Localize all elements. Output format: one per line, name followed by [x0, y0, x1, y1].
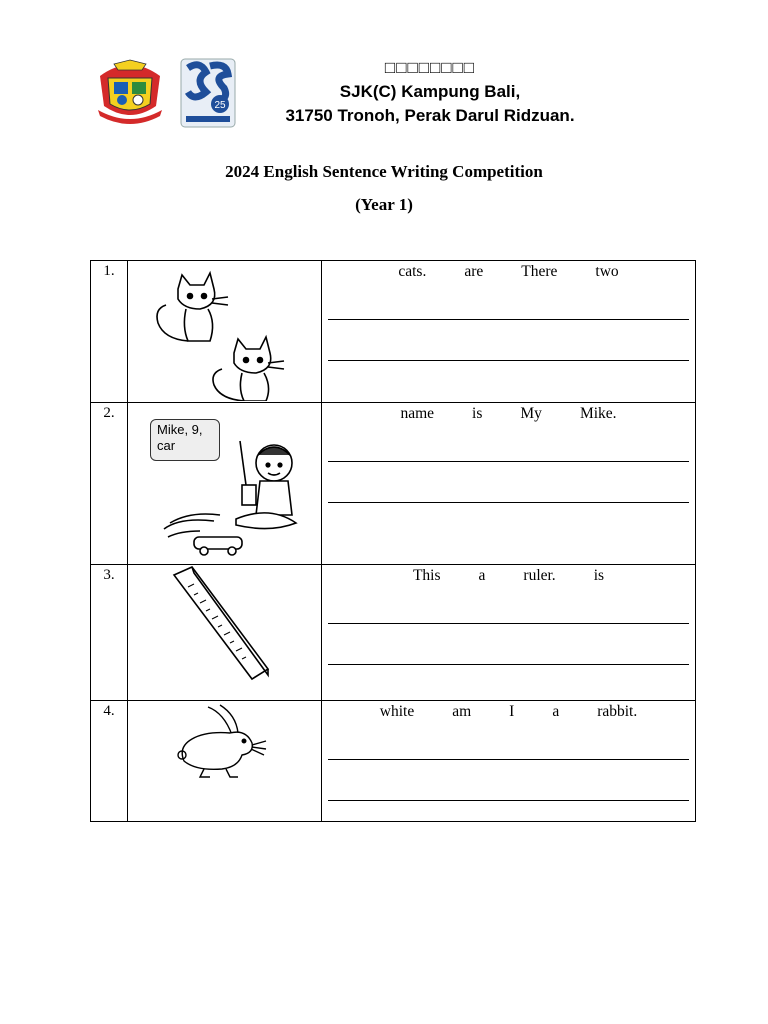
word: cats.: [398, 263, 427, 280]
page-subtitle: (Year 1): [355, 195, 413, 214]
ruler-picture: [168, 565, 321, 685]
answer-line[interactable]: [328, 319, 689, 320]
question-number: 2.: [91, 403, 128, 565]
question-picture: [128, 701, 322, 822]
answer-area: [322, 701, 696, 822]
question-number: 3.: [91, 565, 128, 701]
answer-line[interactable]: [328, 502, 689, 503]
answer-line[interactable]: [328, 800, 689, 801]
question-picture: [128, 403, 322, 565]
logo-number-text: 25: [214, 100, 226, 111]
school-address: 31750 Tronoh, Perak Darul Ridzuan.: [285, 106, 575, 125]
word: I: [509, 703, 515, 720]
word: There: [521, 263, 558, 280]
word: a: [552, 703, 560, 720]
word: two: [595, 263, 619, 280]
answer-line[interactable]: [328, 360, 689, 361]
word: is: [472, 405, 483, 422]
scrambled-words: [328, 405, 689, 423]
question-number: 4.: [91, 701, 128, 822]
page-title: 2024 English Sentence Writing Competition: [225, 162, 543, 181]
word: is: [593, 567, 605, 584]
word: name: [400, 405, 435, 422]
rabbit-picture: [174, 703, 321, 779]
word: a: [478, 567, 486, 584]
word: are: [464, 263, 484, 280]
question-number: 1.: [91, 261, 128, 403]
word: ruler.: [523, 567, 556, 584]
answer-line[interactable]: [328, 623, 689, 624]
question-picture: [128, 261, 322, 403]
answer-line[interactable]: [328, 759, 689, 760]
word: am: [452, 703, 472, 720]
question-row: [91, 261, 696, 403]
answer-area: [322, 565, 696, 701]
word: My: [520, 405, 542, 422]
question-row: [91, 403, 696, 565]
question-row: [91, 701, 696, 822]
word: white: [379, 703, 415, 720]
card-line: Mike, 9,: [157, 422, 203, 437]
scrambled-words: [328, 263, 689, 281]
anniversary-logo: [180, 58, 236, 128]
boy-with-toy-car-picture: [150, 419, 300, 559]
word: rabbit.: [597, 703, 638, 720]
question-picture: [128, 565, 322, 701]
answer-line[interactable]: [328, 664, 689, 665]
scrambled-words: [328, 567, 689, 585]
word: Mike.: [579, 405, 617, 422]
word: This: [412, 567, 441, 584]
school-chinese-name: □□□□□□□□: [384, 58, 476, 77]
answer-line[interactable]: [328, 461, 689, 462]
school-name: SJK(C) Kampung Bali,: [339, 82, 521, 101]
answer-area: [322, 403, 696, 565]
question-row: [91, 565, 696, 701]
two-cats-picture: [148, 261, 321, 401]
school-crest-logo: [94, 58, 166, 126]
scrambled-words: [328, 703, 689, 721]
card-line: car: [157, 438, 176, 453]
answer-area: [322, 261, 696, 403]
questions-table: [90, 260, 696, 822]
